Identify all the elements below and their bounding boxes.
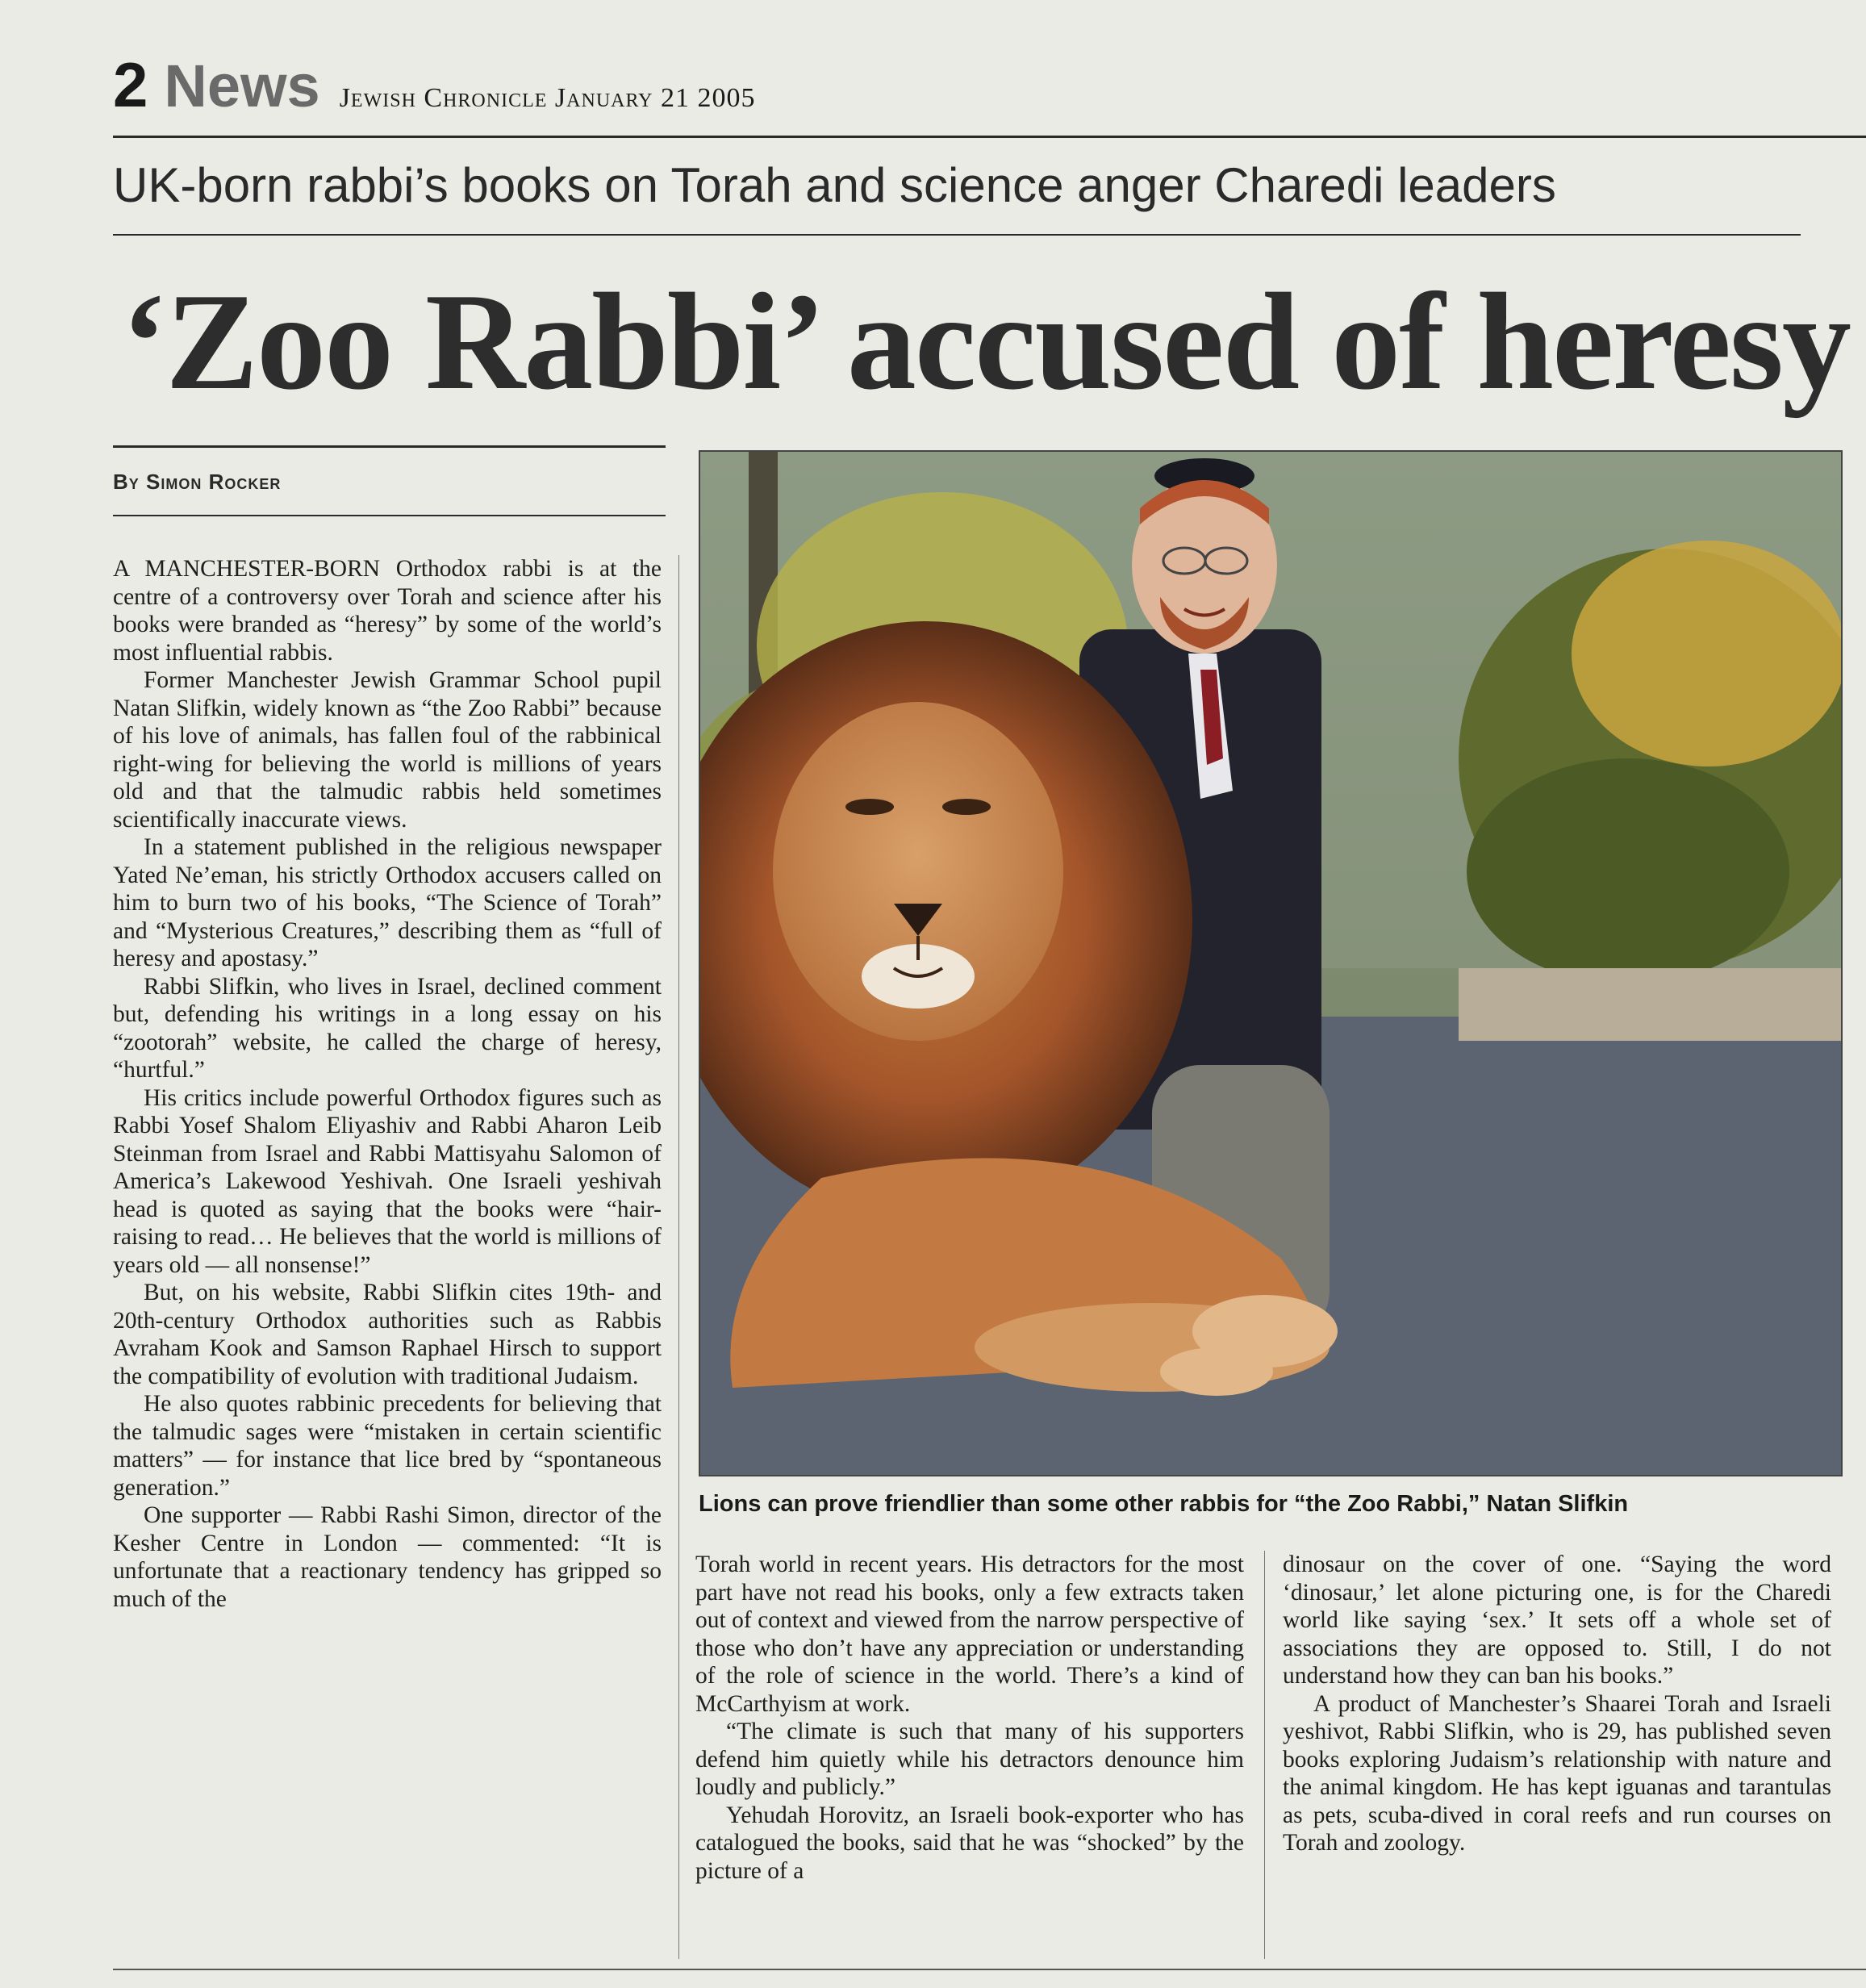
- article-column-2: [695, 1551, 1244, 1885]
- column-divider: [1264, 1551, 1265, 1959]
- article-paragraph: He also quotes rabbinic precedents for believing that the talmudic sages were “mistaken in certain scientific matters” — for instance that lice bred by “spontaneous generation.”: [113, 1391, 662, 1501]
- masthead: [113, 48, 1807, 137]
- article-paragraph: Rabbi Slifkin, who lives in Israel, declined comment but, defending his writings in a long essay on his “zootorah” website, he called the charge of heresy, “hurtful.”: [113, 973, 662, 1083]
- article-paragraph: But, on his website, Rabbi Slifkin cites 19th- and 20th-century Orthodox authorities such as Rabbis Avraham Kook and Samson Raphael Hirsch to support the compatibility of evolution with traditional Judaism.: [113, 1280, 662, 1389]
- publication-date-line: Jewish Chronicle January 21 2005: [339, 83, 756, 113]
- article-paragraph: A product of Manchester’s Shaarei Torah and Israeli yeshivot, Rabbi Slifkin, who is 29, has published seven books exploring Judaism’s relationship with nature and the animal kingdom. He has kept iguanas and tarantulas as pets, scuba-dived in coral reefs and run courses on Torah and zoology.: [1283, 1690, 1831, 1856]
- article-paragraph: Yehudah Horovitz, an Israeli book-exporter who has catalogued the books, said that he was “shocked” by the picture of a: [695, 1802, 1244, 1884]
- photo-caption: Lions can prove friendlier than some other rabbis for “the Zoo Rabbi,” Natan Slifkin: [699, 1491, 1629, 1517]
- article-paragraph: His critics include powerful Orthodox figures such as Rabbi Yosef Shalom Eliyashiv and Rabbi Aharon Leib Steinman from Israel and Rabbi Mattisyahu Salomon of America’s Lakewood Yeshivah. One Israeli yeshivah head is quoted as saying that the books were “hair-raising to read… He believes that the world is millions of years old — all nonsense!”: [113, 1084, 662, 1278]
- article-paragraph: Torah world in recent years. His detractors for the most part have not read his books, only a few extracts taken out of context and viewed from the narrow perspective of those who don’t have any appreciation or understanding of the role of science in the world. There’s a kind of McCarthyism at work.: [695, 1552, 1244, 1717]
- article-column-1: [113, 555, 662, 1613]
- article-paragraph: “The climate is such that many of his supporters defend him quietly while his detractors denounce him loudly and publicly.”: [695, 1719, 1244, 1800]
- article-paragraph: dinosaur on the cover of one. “Saying the word ‘dinosaur,’ let alone picturing one, is for the Charedi world like saying ‘sex.’ It sets off a whole set of associations they are opposed to. Still, I do not understand how they can ban his books.”: [1283, 1552, 1831, 1689]
- page-number: 2: [113, 49, 148, 120]
- byline: By Simon Rocker: [113, 470, 282, 494]
- lion-photo-illustration: [700, 452, 1841, 1475]
- strapline-rule: [113, 234, 1801, 236]
- article-column-3: [1283, 1551, 1831, 1857]
- headline: ‘Zoo Rabbi’ accused of heresy: [121, 265, 1850, 419]
- article-paragraph: One supporter — Rabbi Rashi Simon, director of the Kesher Centre in London — commented: “It is unfortunate that a reactionary tendency has gripped so much of the: [113, 1502, 662, 1612]
- column-divider: [678, 555, 679, 1959]
- page-bottom-rule: [113, 1969, 1866, 1970]
- article-paragraph: A MANCHESTER-BORN Orthodox rabbi is at the centre of a controversy over Torah and science after his books were branded as “heresy” by some of the world’s most influential rabbis.: [113, 556, 662, 666]
- section-name: News: [164, 52, 320, 119]
- byline-rule-top: [113, 445, 666, 448]
- strapline: UK-born rabbi’s books on Torah and science anger Charedi leaders: [113, 158, 1556, 212]
- lion-photo: [699, 450, 1843, 1476]
- byline-rule-bottom: [113, 515, 666, 516]
- masthead-rule: [113, 136, 1866, 138]
- article-paragraph: In a statement published in the religious newspaper Yated Ne’eman, his strictly Orthodox accusers called on him to burn two of his books, “The Science of Torah” and “Mysterious Creatures,” describing them as “full of heresy and apostasy.”: [113, 834, 662, 971]
- article-paragraph: Former Manchester Jewish Grammar School pupil Natan Slifkin, widely known as “the Zoo Rabbi” because of his love of animals, has fallen foul of the rabbinical right-wing for believing the world is millions of years old and that the talmudic rabbis held sometimes scientifically inaccurate views.: [113, 667, 662, 833]
